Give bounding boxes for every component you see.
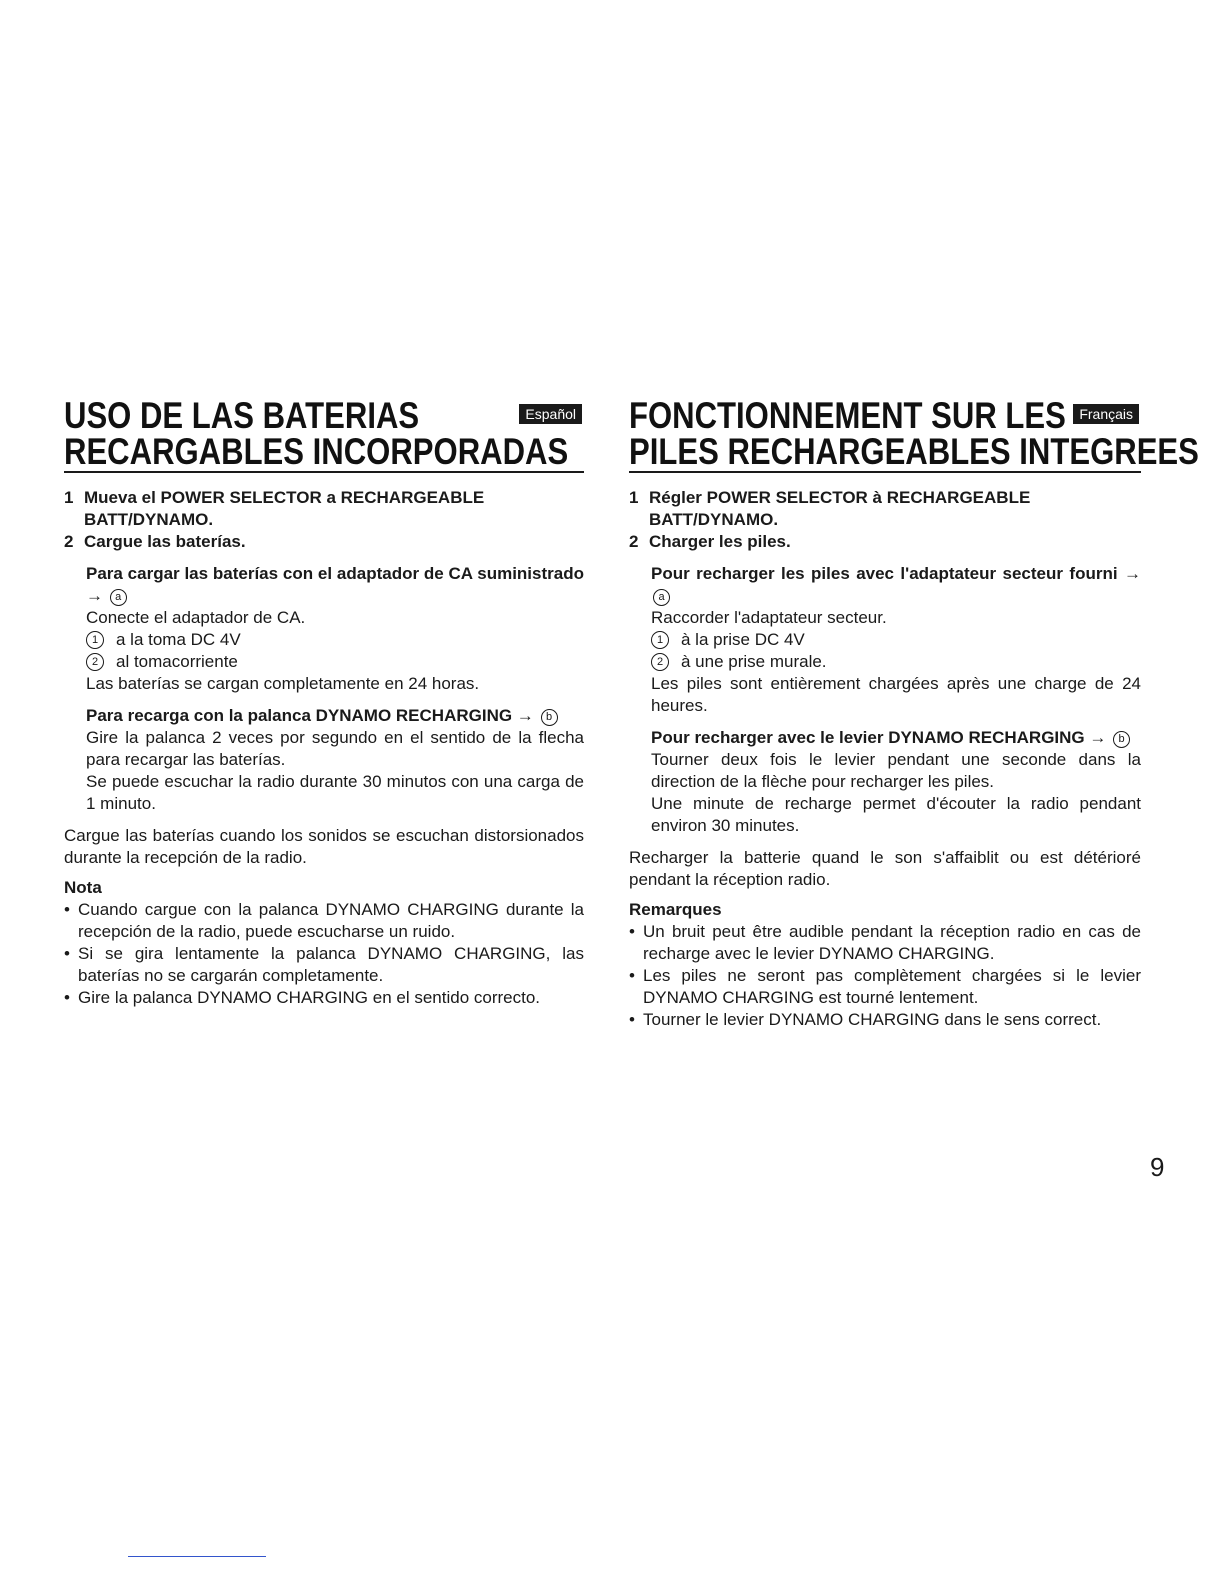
instruction: Raccorder l'adaptateur secteur. xyxy=(651,608,887,627)
section-title-text: Pour recharger les piles avec l'adaptateur secteur fourni → xyxy=(651,564,1141,583)
spanish-step-2 xyxy=(64,531,584,553)
list-item xyxy=(651,629,1141,651)
step-number: 1 xyxy=(629,488,639,507)
french-step-1 xyxy=(629,487,1141,531)
spanish-notes-title: Nota xyxy=(64,878,102,897)
step-text: Mueva el POWER SELECTOR a RECHARGEABLE BATT/DYNAMO. xyxy=(84,488,485,529)
list-item: • Gire la palanca DYNAMO CHARGING en el sentido correcto. xyxy=(64,987,584,1009)
step-number: 1 xyxy=(64,488,74,507)
french-title-line2: PILES RECHARGEABLES INTEGREES xyxy=(629,431,1199,472)
list-item-text: à une prise murale. xyxy=(681,652,827,671)
spanish-title-line1: USO DE LAS BATERIAS xyxy=(64,395,420,436)
instruction: Tourner deux fois le levier pendant une seconde dans la direction de la flèche pour recharger les piles. xyxy=(651,750,1141,791)
section-title-text: Pour recharger avec le levier DYNAMO RECHARGING → xyxy=(651,728,1107,747)
french-language-tag: Français xyxy=(1073,404,1139,424)
french-column xyxy=(629,395,1199,1031)
french-ac-result xyxy=(651,673,1141,717)
circled-number-icon: 2 xyxy=(651,653,669,671)
list-item xyxy=(86,651,584,673)
spanish-title-line2: RECARGABLES INCORPORADAS xyxy=(64,431,569,472)
circled-number-icon: 1 xyxy=(651,631,669,649)
spanish-heading xyxy=(64,395,584,473)
french-dynamo-section xyxy=(651,727,1141,837)
footer-rule xyxy=(128,1556,266,1557)
step-text: Cargue las baterías. xyxy=(84,532,246,551)
step-number: 2 xyxy=(64,532,74,551)
instruction: Une minute de recharge permet d'écouter la radio pendant environ 30 minutes. xyxy=(651,794,1141,835)
list-item: • Un bruit peut être audible pendant la réception radio en cas de recharge avec le levier DYNAMO CHARGING. xyxy=(629,921,1141,965)
list-item: • Tourner le levier DYNAMO CHARGING dans le sens correct. xyxy=(629,1009,1141,1031)
section-title xyxy=(86,705,584,727)
section-title xyxy=(651,727,1141,749)
list-item-text: al tomacorriente xyxy=(116,652,238,671)
list-item-text: à la prise DC 4V xyxy=(681,630,805,649)
circled-number-icon: 2 xyxy=(86,653,104,671)
circled-b-marker-icon: b xyxy=(541,709,558,726)
section-title-text: Para recarga con la palanca DYNAMO RECHARGING → xyxy=(86,706,534,725)
circled-b-marker-icon: b xyxy=(1113,731,1130,748)
french-title-line1: FONCTIONNEMENT SUR LES xyxy=(629,395,1066,436)
instruction: Gire la palanca 2 veces por segundo en el sentido de la flecha para recargar las baterías. xyxy=(86,728,584,769)
spanish-step-1 xyxy=(64,487,584,531)
instruction: Se puede escuchar la radio durante 30 minutos con una carga de 1 minuto. xyxy=(86,772,584,813)
section-title xyxy=(651,563,1141,607)
french-ac-adapter-section xyxy=(651,563,1141,629)
list-item-text: a la toma DC 4V xyxy=(116,630,241,649)
section-title xyxy=(86,563,584,607)
french-notes-list xyxy=(629,921,1141,1031)
circled-number-icon: 1 xyxy=(86,631,104,649)
step-text: Charger les piles. xyxy=(649,532,791,551)
list-item xyxy=(651,651,1141,673)
result-text: Las baterías se cargan completamente en 24 horas. xyxy=(86,674,480,693)
result-text: Les piles sont entièrement chargées après une charge de 24 heures. xyxy=(651,674,1141,715)
section-title-text: Para cargar las baterías con el adaptador de CA suministrado → xyxy=(86,564,584,605)
list-item: • Cuando cargue con la palanca DYNAMO CHARGING durante la recepción de la radio, puede escucharse un ruido. xyxy=(64,899,584,943)
french-step-2 xyxy=(629,531,1141,553)
circled-a-marker-icon: a xyxy=(110,589,127,606)
spanish-ac-adapter-section xyxy=(86,563,584,629)
spanish-dynamo-section xyxy=(86,705,584,815)
step-text: Régler POWER SELECTOR à RECHARGEABLE BATT/DYNAMO. xyxy=(649,488,1031,529)
list-item: • Les piles ne seront pas complètement chargées si le levier DYNAMO CHARGING est tourné lentement. xyxy=(629,965,1141,1009)
spanish-column xyxy=(64,395,584,1009)
spanish-language-tag: Español xyxy=(519,404,582,424)
french-notes-title: Remarques xyxy=(629,900,722,919)
spanish-ac-result xyxy=(86,673,584,695)
list-item: • Si se gira lentamente la palanca DYNAMO CHARGING, las baterías no se cargarán completamente. xyxy=(64,943,584,987)
french-recharge-when: Recharger la batterie quand le son s'affaiblit ou est détérioré pendant la réception radio. xyxy=(629,848,1141,889)
page-number: 9 xyxy=(1150,1152,1165,1182)
spanish-recharge-when: Cargue las baterías cuando los sonidos se escuchan distorsionados durante la recepción de la radio. xyxy=(64,826,584,867)
circled-a-marker-icon: a xyxy=(653,589,670,606)
french-heading xyxy=(629,395,1199,473)
list-item xyxy=(86,629,584,651)
step-number: 2 xyxy=(629,532,639,551)
spanish-notes-list xyxy=(64,899,584,1009)
instruction: Conecte el adaptador de CA. xyxy=(86,608,306,627)
